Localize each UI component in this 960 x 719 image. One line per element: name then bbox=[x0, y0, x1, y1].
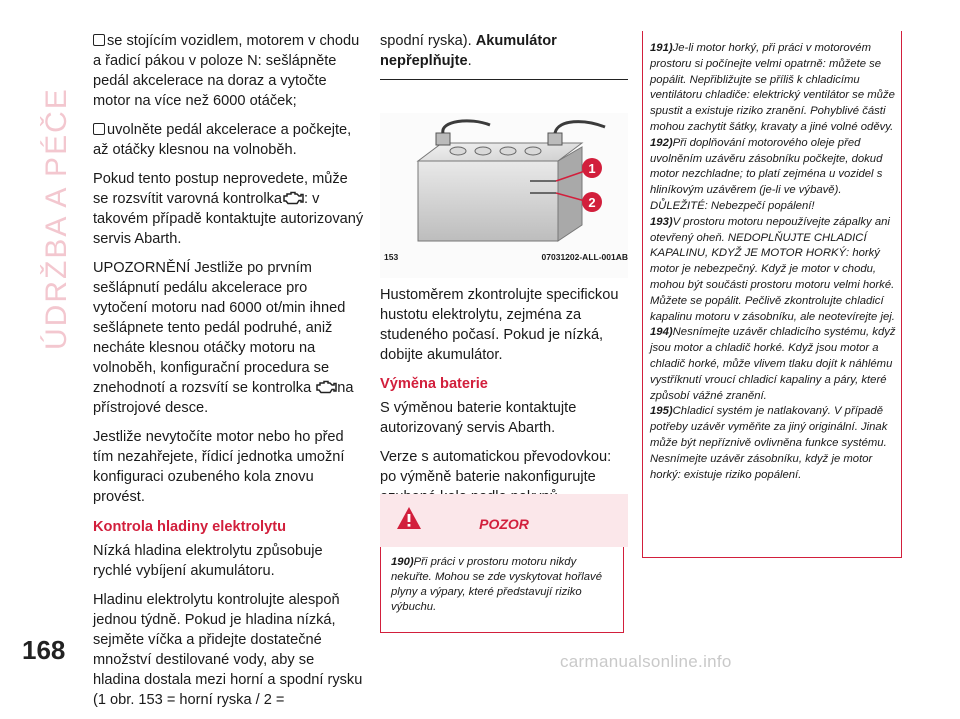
engine-warning-icon bbox=[282, 191, 304, 205]
section-title-text: ÚDRŽBA A PÉČE bbox=[40, 87, 73, 350]
heading-battery-replacement: Výměna baterie bbox=[380, 376, 488, 392]
heading-electrolyte: Kontrola hladiny elektrolytu bbox=[93, 519, 286, 535]
callout-2: 2 bbox=[588, 195, 596, 210]
section-side-title bbox=[40, 30, 74, 350]
column-left bbox=[93, 31, 365, 719]
note-text: Nesnímejte uzávěr chladicího systému, když jsou motor a chladič horké. Když jsou motor a chladič horké, může vlivem tlaku dojít k náhlému vystříknutí vroucí chladicí kapaliny a páry, které způsobí vážné zranění. bbox=[650, 326, 896, 402]
notes-list bbox=[650, 41, 898, 483]
note-item bbox=[650, 41, 898, 136]
watermark: carmanualsonline.info bbox=[560, 652, 732, 671]
step-2-text: uvolněte pedál akcelerace a počkejte, až otáčky klesnou na volnoběh. bbox=[93, 122, 352, 158]
note-number: 193) bbox=[650, 215, 673, 228]
note-item bbox=[650, 215, 898, 326]
figure-number: 153 bbox=[384, 252, 399, 262]
para1-text-b: : v takovém případě kontaktujte autorizovaný servis Abarth. bbox=[93, 191, 364, 247]
figure-code: 07031202-ALL-001AB bbox=[541, 252, 628, 262]
note-text: Při doplňování motorového oleje před uvolněním uzávěru zásobníku počkejte, dokud motor nezchladne; to platí zejména u vozidel s hliníkovým uzávěrem (je-li ve výbavě). DŮLEŽITÉ: Nebezpečí popálení! bbox=[650, 136, 883, 212]
note-number: 192) bbox=[650, 136, 673, 149]
paragraph-continuation bbox=[380, 31, 628, 71]
note-item bbox=[650, 404, 898, 483]
checkbox-bullet-icon bbox=[93, 34, 105, 46]
para1-text-a: Pokud tento postup neprovedete, může se rozsvítit varovná kontrolka bbox=[93, 171, 348, 207]
battery-illustration bbox=[380, 113, 628, 253]
step-2 bbox=[93, 120, 365, 160]
paragraph-reconfigure: Jestliže nevytočíte motor nebo ho před tím nezahřejete, řídicí jednotka umožní konfiguraci ozubeného kola znovu provést. bbox=[93, 429, 345, 505]
warning-item-number: 190) bbox=[391, 556, 414, 568]
warning-title: POZOR bbox=[479, 516, 529, 532]
warning-body bbox=[380, 547, 624, 633]
paragraph-check-level: Hladinu elektrolytu kontrolujte alespoň jednou týdně. Pokud je hladina nízká, sejměte víčka a přidejte dostatečné množství destilované vody, aby se hladina dostala mezi horní a spodní rysku (1 obr. 153 = horní ryska / 2 = bbox=[93, 592, 363, 708]
paragraph-hydrometer: Hustoměrem zkontrolujte specifickou hustotu elektrolytu, zejména za studeného počasí. Pokud je nízká, dobijte akumulátor. bbox=[380, 287, 619, 363]
warning-item-text: Při práci v prostoru motoru nikdy nekuřte. Mohou se zde vyskytovat hořlavé plyny a výpary, které představují riziko výbuchu. bbox=[391, 556, 602, 613]
cont-text-bold: Akumulátor nepřeplňujte bbox=[380, 33, 557, 69]
cont-text-c: . bbox=[467, 53, 472, 69]
note-number: 194) bbox=[650, 326, 673, 339]
paragraph-warning-light bbox=[93, 169, 365, 249]
para2-text-b: na přístrojové desce. bbox=[93, 380, 354, 416]
step-1-text: se stojícím vozidlem, motorem v chodu a řadicí pákou v poloze N: sešlápněte pedál akcelerace na doraz a vytočte motor na více než 6000 otáček; bbox=[93, 33, 360, 109]
note-item bbox=[650, 136, 898, 215]
note-text: Chladicí systém je natlakovaný. V případě potřeby uzávěr vyměňte za jiný originální. Jinak může být nepříznivě ovlivněna funkce systému. Nesnímejte uzávěr zásobníku, když je motor horký: existuje riziko popálení. bbox=[650, 405, 888, 481]
paragraph-replacement: S výměnou baterie kontaktujte autorizovaný servis Abarth. bbox=[380, 400, 577, 436]
step-1 bbox=[93, 31, 365, 111]
note-item bbox=[650, 325, 898, 404]
warning-header bbox=[380, 494, 628, 547]
note-number: 191) bbox=[650, 42, 673, 54]
paragraph-low-level: Nízká hladina elektrolytu způsobuje rychlé vybíjení akumulátoru. bbox=[93, 543, 323, 579]
note-number: 195) bbox=[650, 405, 673, 418]
para2-text-a: UPOZORNĚNÍ Jestliže po prvním sešlápnutí pedálu akcelerace pro vytočení motoru nad 6000 ot/min ihned sešlápnete tento pedál podruhé, aniž necháte klesnou otáčky motoru na volnoběh, konfigurační procedura se znehodnotí a rozsvítí se kontrolka bbox=[93, 260, 346, 396]
note-text: V prostoru motoru nepoužívejte zápalky ani otevřený oheň. NEDOPLŇUJTE CHLADICÍ KAPALINU, KDYŽ JE MOTOR HORKÝ: horký motor je nebezpečný. Když je motor v chodu, mohou být součásti prostoru motoru velmi horké. Můžete se popálit. Pečlivě zkontrolujte chladicí kapalinu motoru v zásobníku, ale neotevírejte jej. bbox=[650, 215, 895, 323]
figure-top-rule bbox=[380, 79, 628, 80]
paragraph-automatic: Verze s automatickou převodovkou: po výměně baterie nakonfigurujte bbox=[380, 449, 612, 485]
column-middle bbox=[380, 31, 628, 80]
page-number: 168 bbox=[22, 635, 66, 665]
note-text: Je-li motor horký, při práci v motorovém prostoru si počínejte velmi opatrně: můžete se popálit. Nepřibližujte se příliš k chladicímu ventilátoru chladiče: elektrický ventilátor se může spustit a existuje riziko zranění. Pohyblivé části mohou zachytit šátky, kravaty a jiné volné oděvy. bbox=[650, 42, 895, 133]
paragraph-notice bbox=[93, 258, 365, 418]
cont-text-a: spodní ryska). bbox=[380, 33, 472, 49]
callout-1: 1 bbox=[588, 161, 596, 176]
engine-warning-icon bbox=[315, 380, 337, 394]
checkbox-bullet-icon bbox=[93, 123, 105, 135]
